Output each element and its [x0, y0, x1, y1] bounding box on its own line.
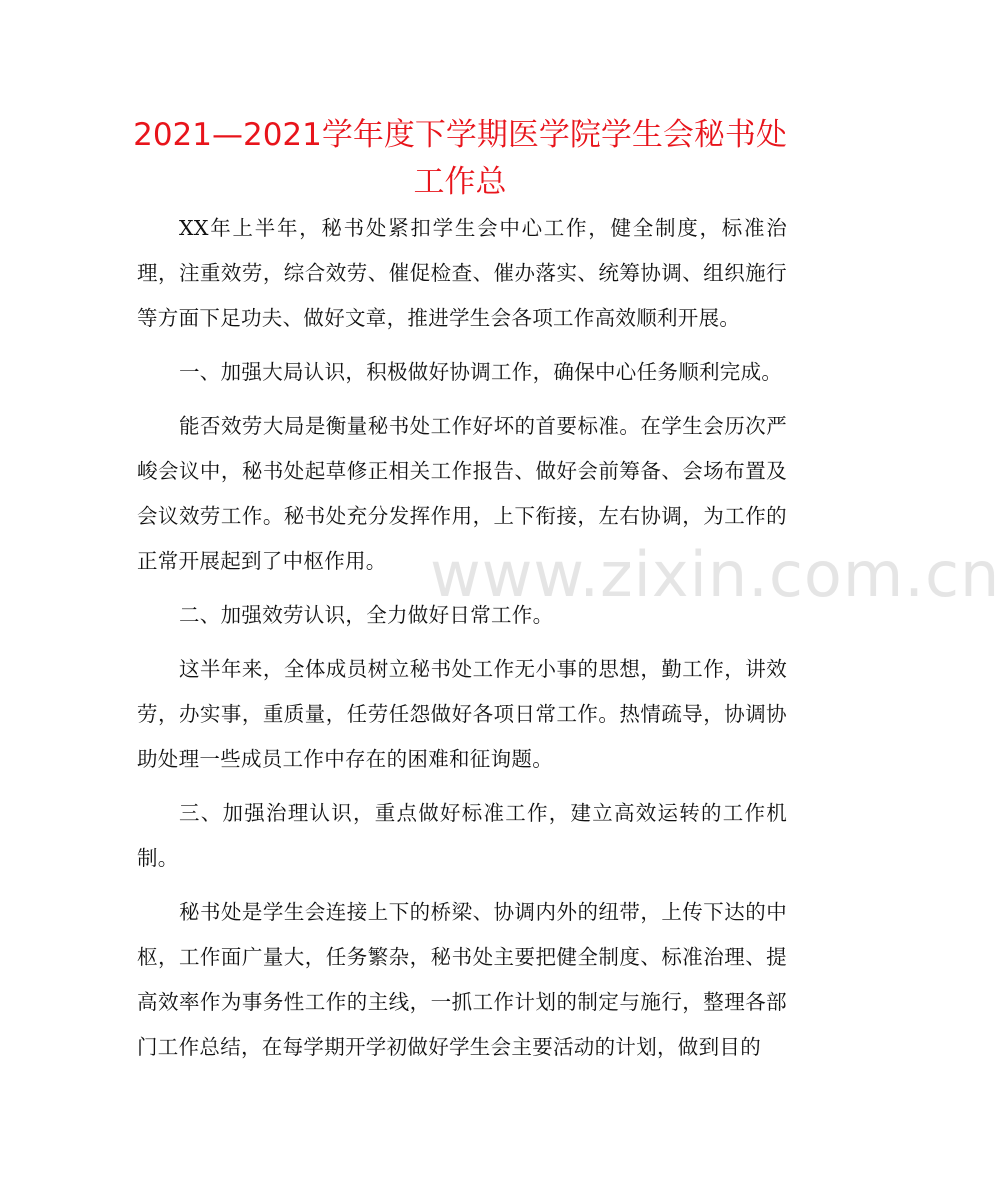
section-heading-3: 三、加强治理认识，重点做好标准工作，建立高效运转的工作机制。: [137, 801, 787, 870]
paragraph-section-2: 这半年来，全体成员树立秘书处工作无小事的思想，勤工作，讲效劳，办实事，重质量，任劳任怨做好各项日常工作。热情疏导，协调协助处理一些成员工作中存在的困难和征询题。: [137, 657, 787, 771]
paragraph-section-3: 秘书处是学生会连接上下的桥梁、协调内外的纽带，上传下达的中枢，工作面广量大，任务繁杂，秘书处主要把健全制度、标准治理、提高效率作为事务性工作的主线，一抓工作计划的制定与施行，整理各部门工作总结，在每学期开学初做好学生会主要活动的计划，做到目的: [137, 900, 787, 1059]
document-title: 2021—2021学年度下学期医学院学生会秘书处工作总: [133, 117, 787, 200]
watermark: www.zixin.com.cn: [430, 538, 1000, 611]
paragraph-section-1: 能否效劳大局是衡量秘书处工作好坏的首要标准。在学生会历次严峻会议中，秘书处起草修正相关工作报告、做好会前筹备、会场布置及会议效劳工作。秘书处充分发挥作用，上下衔接，左右协调，为工作的正常开展起到了中枢作用。: [137, 414, 787, 573]
document-body: [137, 206, 787, 1079]
section-heading-2: 二、加强效劳认识，全力做好日常工作。: [179, 603, 554, 627]
section-heading-1: 一、加强大局认识，积极做好协调工作，确保中心任务顺利完成。: [179, 360, 783, 384]
paragraph-intro: XX年上半年，秘书处紧扣学生会中心工作，健全制度，标准治理，注重效劳，综合效劳、催促检查、催办落实、统筹协调、组织施行等方面下足功夫、做好文章，推进学生会各项工作高效顺利开展。: [137, 216, 787, 330]
